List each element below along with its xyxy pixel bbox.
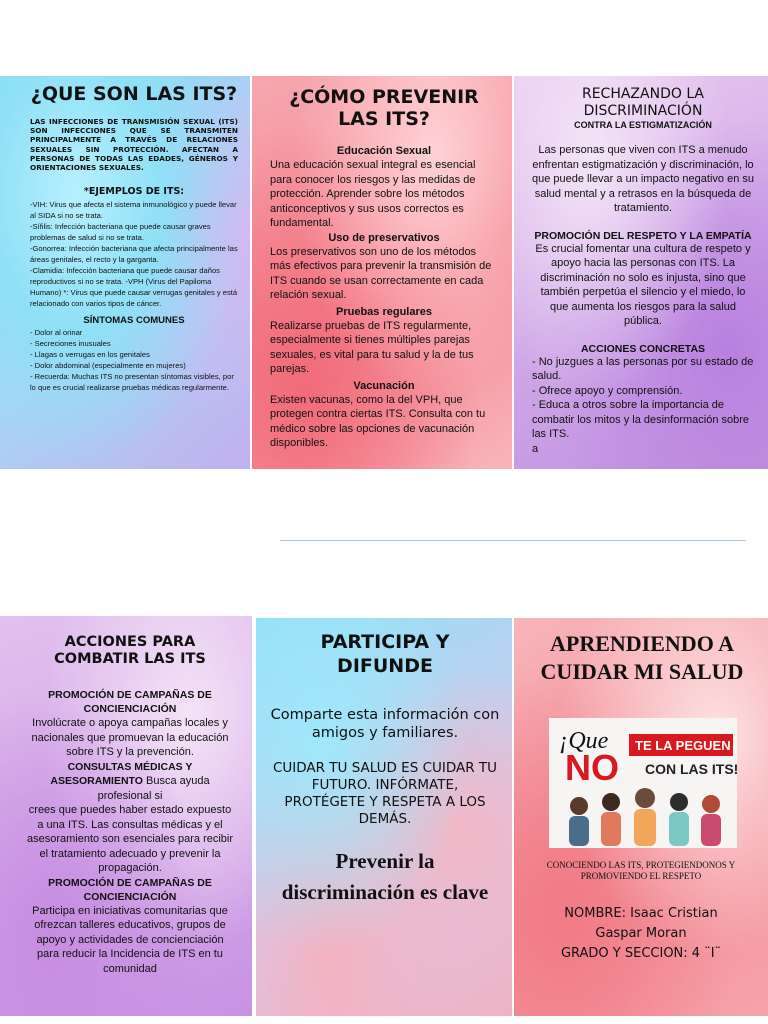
example-item: -VIH: Virus que afecta el sistema inmunológico y puede llevar al SIDA si no se trata. [30,200,237,221]
section-text: Involúcrate o apoya campañas locales y nacionales que promuevan la educación sobre ITS y la prevención. [31,717,229,758]
panel-participa-difunde [256,618,512,1016]
slogan: Prevenir la discriminación es clave [281,849,489,904]
example-item: -Gonorrea: Infección bacteriana que afecta principalmente las áreas genitales, el recto y la garganta. [30,244,238,265]
symptom-item: - Dolor al orinar [30,328,83,338]
discrimination-intro: Las personas que viven con ITS a menudo enfrentan estigmatización y discriminación, lo que puede llevar a un impacto negativo en su salud mental y a retrasos en la búsqueda de tratamiento. [532,144,754,214]
panel-title: ¿QUE SON LAS ITS? [30,83,238,105]
panel-como-prevenir [252,76,512,469]
action-item: - No juzgues a las personas por su estado de salud. [532,355,754,382]
section-text: Existen vacunas, como la del VPH, que protegen contra ciertas ITS. Consulta con tu médico sobre las opciones de vacunación disponibles. [270,393,486,449]
divider-line [280,540,746,541]
prevention-section [270,231,498,303]
symptom-item: - Llagas o verrugas en los genitales [30,350,150,360]
section-text: Realizarse pruebas de ITS regularmente, especialmente si tienes múltiples parejas sexuales, es vital para tu salud y la de tus parejas. [270,319,474,375]
section-text: Una educación sexual integral es esencial para conocer los riesgos y las medidas de protección. Aprender sobre los métodos anticonceptivos y sus usos correctos es fundamental. [270,159,476,229]
symptom-item: - Recuerda: Muchas ITS no presentan síntomas visibles, por lo que es crucial realizarse pruebas médicas regularmente. [30,372,234,393]
panel-acciones-combatir [0,616,252,1016]
panel-que-son-its [0,76,250,469]
panel-title: APRENDIENDO A CUIDAR MI SALUD [540,631,744,684]
section-text: Los preservativos son uno de los métodos más efectivos para prevenir la transmisión de ITS cuando se usan correctamente en cada relación sexual. [270,245,492,301]
section-heading: Educación Sexual [336,145,432,157]
symptoms-list [30,327,238,393]
campaign-illustration-art [549,718,737,848]
prevention-section [270,379,498,451]
actions-heading: ACCIONES CONCRETAS [580,342,706,355]
panel-title: ACCIONES PARA COMBATIR LAS ITS [54,634,206,667]
actions-list [532,355,754,457]
example-item: -Clamidia: Infección bacteriana que puede causar daños reproductivos si no se trata. -VPH (Virus del Papiloma Humano) *: Virus que puede causar verrugas genitales y está relacionado con varios tipos de cáncer. [30,266,238,309]
action-item: a [532,442,539,455]
campaign-illustration [549,718,737,848]
respect-heading: PROMOCIÓN DEL RESPETO Y LA EMPATÍA [534,229,752,242]
section-heading: Pruebas regulares [336,305,432,318]
examples-list [30,199,238,309]
grade-section: GRADO Y SECCION: 4 ¨I¨ [560,946,722,961]
symptoms-heading: SÍNTOMAS COMUNES [83,315,185,327]
share-message: Comparte esta información con amigos y familiares. [270,707,500,741]
consultas-block [26,760,234,876]
section-heading: Vacunación [353,379,415,392]
image-text-no: NO [565,747,619,788]
care-message: CUIDAR TU SALUD ES CUIDAR TU FUTURO. INFÓRMATE, PROTÉGETE Y RESPETA A LOS DEMÁS. [272,760,498,827]
section-heading: CONSULTAS MÉDICAS Y ASESORAMIENTO [50,760,193,787]
panel-title: ¿CÓMO PREVENIR LAS ITS? [289,86,479,130]
symptom-item: - Dolor abdominal (especialmente en mujeres) [30,361,186,371]
panel-title: RECHAZANDO LA DISCRIMINACIÓN [581,86,705,119]
panel-subtitle: CONTRA LA ESTIGMATIZACIÓN [574,120,712,130]
panel-aprendiendo [514,618,768,1016]
respect-text: Es crucial fomentar una cultura de respeto y apoyo hacia las personas con ITS. La discriminación no solo es injusta, sino que también perpetúa el silencio y el miedo, lo que aumenta los riesgos para la salud pública. [535,242,751,327]
prevention-section [270,305,498,377]
image-text-pegue: TE LA PEGUEN [635,738,731,753]
section-text: Busca ayuda profesional si [97,775,210,802]
caption: CONOCIENDO LAS ITS, PROTEGIENDONOS Y PROMOVIENDO EL RESPETO [546,860,736,881]
examples-heading: *EJEMPLOS DE ITS: [83,186,185,198]
section-heading: Uso de preservativos [328,231,440,244]
action-item: - Educa a otros sobre la importancia de combatir los mitos y la desinformación sobre las ITS. [532,399,750,440]
section-text: Participa en iniciativas comunitarias que ofrezcan talleres educativos, grupos de apoyo y actividades de concienciación para reducir la Incidencia de ITS en tu comunidad [32,904,228,975]
panel-title: PARTICIPA Y DIFUNDE [320,631,450,677]
student-name: NOMBRE: Isaac Cristian Gaspar Moran [564,906,718,941]
section-heading: PROMOCIÓN DE CAMPAÑAS DE CONCIENCIACIÓN [48,689,212,715]
symptom-item: - Secreciones inusuales [30,339,111,349]
section-text: crees que puedes haber estado expuesto a una ITS. Las consultas médicas y el asesoramiento son esenciales para recibir el tratamiento adecuado y prevenir la propagación. [26,804,234,874]
example-item: -Sífilis: Infección bacteriana que puede causar graves problemas de salud si no se trata. [30,222,211,243]
image-text-con-las-its: CON LAS ITS! [645,761,737,777]
prevention-section [270,144,498,231]
image-text-que: ¡Que [559,728,609,754]
section-heading: PROMOCIÓN DE CAMPAÑAS DE CONCIENCIACIÓN [48,876,212,903]
its-definition: LAS INFECCIONES DE TRANSMISIÓN SEXUAL (ITS) SON INFECCIONES QUE SE TRANSMITEN PRINCIPALMENTE A TRAVÉS DE RELACIONES SEXUALES SIN PROTECCIÓN. AFECTAN A PERSONAS DE TODAS LAS EDADES, GÉNEROS Y ORIENTACIONES SEXUALES. [30,117,238,173]
panel-rechazando-discriminacion [514,76,768,469]
action-item: - Ofrece apoyo y comprensión. [532,384,683,397]
